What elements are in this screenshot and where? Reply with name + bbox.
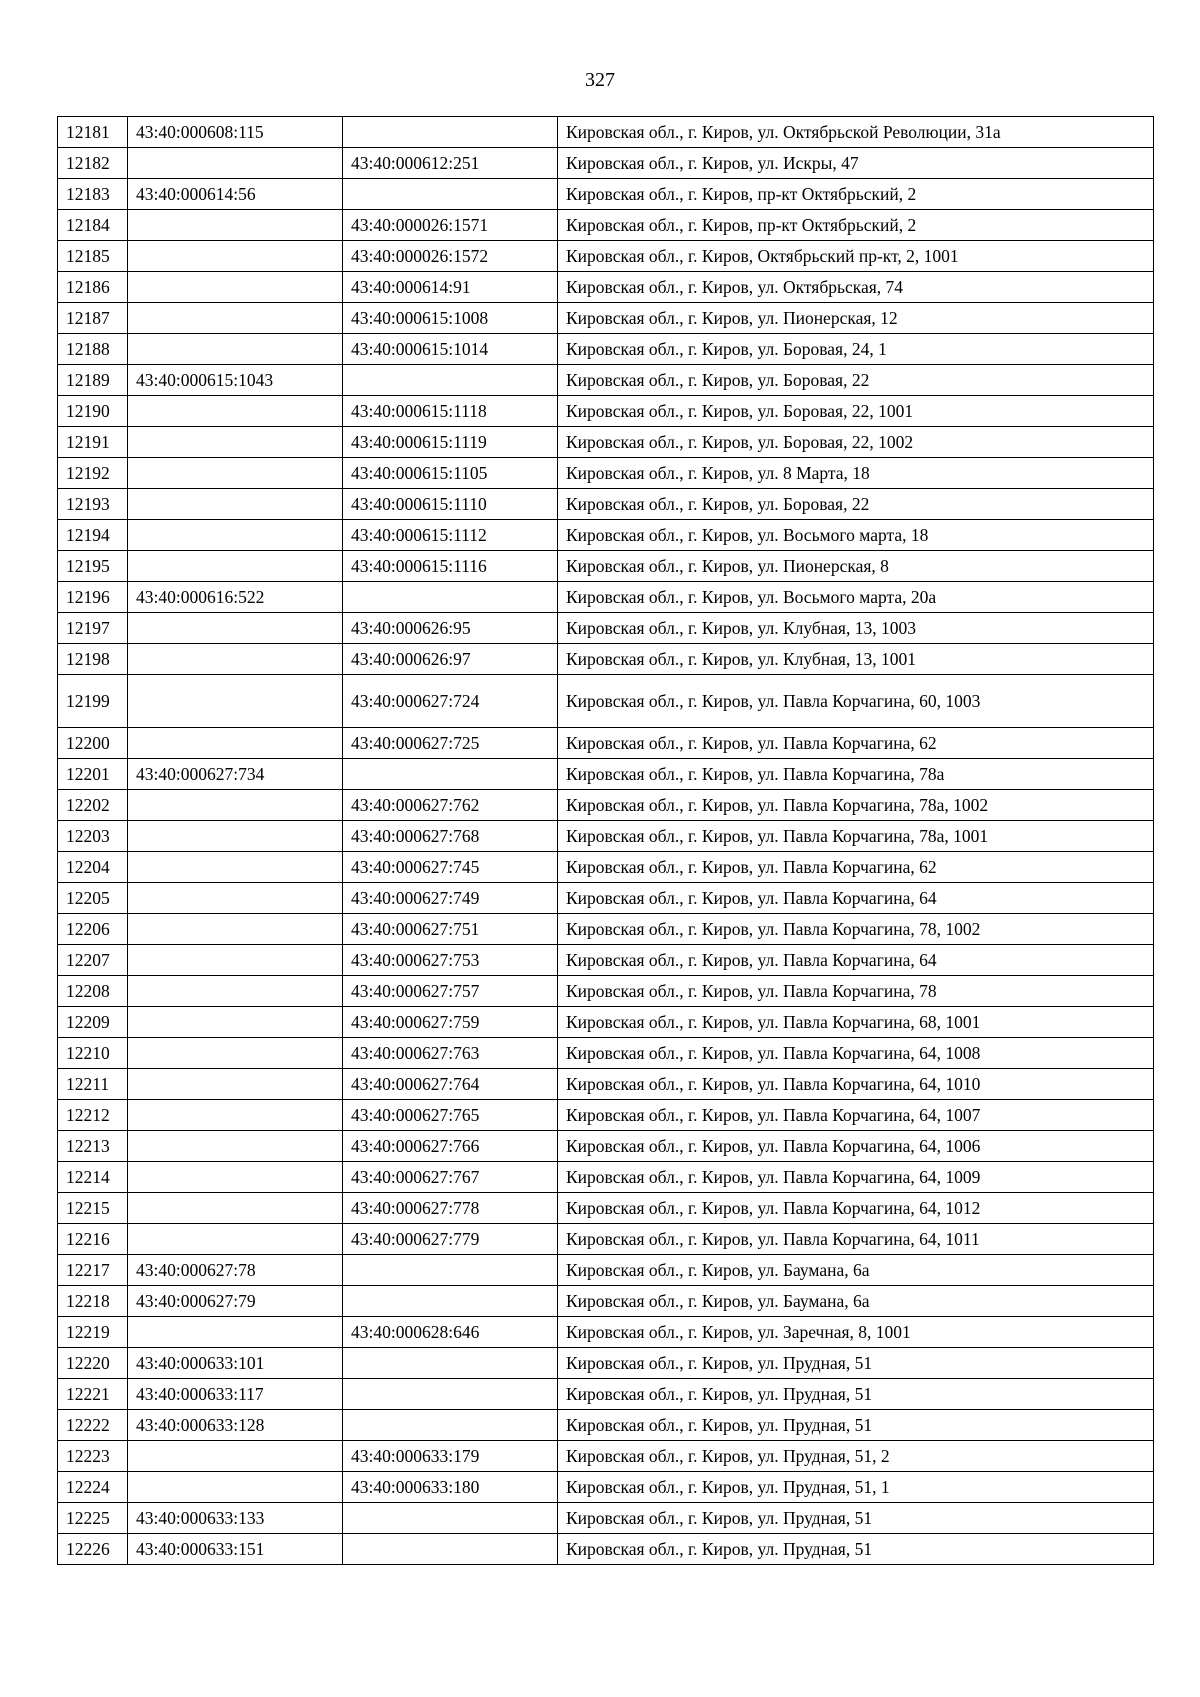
address-cell: Кировская обл., г. Киров, ул. Павла Корчагина, 64 [558, 945, 1154, 976]
cadastral-number-a-cell: 43:40:000633:128 [128, 1410, 343, 1441]
table-row [58, 1007, 1154, 1038]
row-number-cell: 12220 [58, 1348, 128, 1379]
cadastral-number-b-cell [343, 759, 558, 790]
cadastral-number-b-cell: 43:40:000615:1105 [343, 458, 558, 489]
address-cell: Кировская обл., г. Киров, ул. Баумана, 6а [558, 1255, 1154, 1286]
cadastral-number-a-cell [128, 210, 343, 241]
row-number-cell: 12208 [58, 976, 128, 1007]
table-row [58, 821, 1154, 852]
cadastral-number-b-cell: 43:40:000627:759 [343, 1007, 558, 1038]
row-number-cell: 12218 [58, 1286, 128, 1317]
table-row [58, 334, 1154, 365]
cadastral-number-b-cell [343, 365, 558, 396]
row-number-cell: 12221 [58, 1379, 128, 1410]
cadastral-number-a-cell [128, 1441, 343, 1472]
address-cell: Кировская обл., г. Киров, ул. Прудная, 51 [558, 1348, 1154, 1379]
row-number-cell: 12213 [58, 1131, 128, 1162]
cadastral-number-b-cell [343, 179, 558, 210]
row-number-cell: 12191 [58, 427, 128, 458]
row-number-cell: 12215 [58, 1193, 128, 1224]
table-row [58, 365, 1154, 396]
row-number-cell: 12222 [58, 1410, 128, 1441]
cadastral-number-a-cell [128, 427, 343, 458]
cadastral-number-a-cell: 43:40:000627:79 [128, 1286, 343, 1317]
table-row [58, 1255, 1154, 1286]
address-cell: Кировская обл., г. Киров, ул. Восьмого марта, 20а [558, 582, 1154, 613]
table-row [58, 210, 1154, 241]
cadastral-number-b-cell: 43:40:000615:1116 [343, 551, 558, 582]
cadastral-number-b-cell [343, 1410, 558, 1441]
cadastral-number-a-cell: 43:40:000627:78 [128, 1255, 343, 1286]
cadastral-number-b-cell: 43:40:000633:180 [343, 1472, 558, 1503]
row-number-cell: 12201 [58, 759, 128, 790]
address-cell: Кировская обл., г. Киров, ул. Прудная, 51 [558, 1534, 1154, 1565]
row-number-cell: 12219 [58, 1317, 128, 1348]
cadastral-number-a-cell [128, 1038, 343, 1069]
cadastral-number-a-cell [128, 148, 343, 179]
cadastral-number-a-cell: 43:40:000633:101 [128, 1348, 343, 1379]
cadastral-number-a-cell [128, 945, 343, 976]
address-cell: Кировская обл., г. Киров, ул. Прудная, 51, 1 [558, 1472, 1154, 1503]
address-cell: Кировская обл., г. Киров, пр-кт Октябрьский, 2 [558, 179, 1154, 210]
cadastral-number-a-cell [128, 489, 343, 520]
address-cell: Кировская обл., г. Киров, ул. Восьмого марта, 18 [558, 520, 1154, 551]
table-row [58, 427, 1154, 458]
address-cell: Кировская обл., г. Киров, ул. Октябрьская, 74 [558, 272, 1154, 303]
cadastral-number-b-cell: 43:40:000026:1572 [343, 241, 558, 272]
cadastral-number-b-cell: 43:40:000627:768 [343, 821, 558, 852]
address-cell: Кировская обл., г. Киров, ул. Боровая, 22, 1002 [558, 427, 1154, 458]
table-row [58, 728, 1154, 759]
cadastral-number-b-cell [343, 1534, 558, 1565]
address-cell: Кировская обл., г. Киров, ул. Павла Корчагина, 64 [558, 883, 1154, 914]
table-row [58, 790, 1154, 821]
table-row [58, 179, 1154, 210]
cadastral-number-a-cell [128, 1472, 343, 1503]
cadastral-number-a-cell [128, 334, 343, 365]
cadastral-number-b-cell: 43:40:000627:778 [343, 1193, 558, 1224]
row-number-cell: 12195 [58, 551, 128, 582]
address-cell: Кировская обл., г. Киров, ул. Пионерская, 8 [558, 551, 1154, 582]
cadastral-number-b-cell: 43:40:000615:1119 [343, 427, 558, 458]
address-cell: Кировская обл., г. Киров, ул. Павла Корчагина, 64, 1011 [558, 1224, 1154, 1255]
row-number-cell: 12207 [58, 945, 128, 976]
row-number-cell: 12217 [58, 1255, 128, 1286]
cadastral-number-a-cell [128, 1317, 343, 1348]
cadastral-number-b-cell [343, 1255, 558, 1286]
cadastral-number-a-cell: 43:40:000633:151 [128, 1534, 343, 1565]
address-cell: Кировская обл., г. Киров, ул. Павла Корчагина, 64, 1006 [558, 1131, 1154, 1162]
cadastral-number-a-cell: 43:40:000633:117 [128, 1379, 343, 1410]
address-cell: Кировская обл., г. Киров, ул. Павла Корчагина, 78а, 1002 [558, 790, 1154, 821]
cadastral-number-b-cell: 43:40:000627:763 [343, 1038, 558, 1069]
row-number-cell: 12211 [58, 1069, 128, 1100]
table-row [58, 852, 1154, 883]
address-cell: Кировская обл., г. Киров, ул. Павла Корчагина, 78а [558, 759, 1154, 790]
row-number-cell: 12205 [58, 883, 128, 914]
address-cell: Кировская обл., г. Киров, ул. Прудная, 51, 2 [558, 1441, 1154, 1472]
table-row [58, 458, 1154, 489]
cadastral-number-b-cell: 43:40:000626:95 [343, 613, 558, 644]
row-number-cell: 12182 [58, 148, 128, 179]
table-row [58, 1503, 1154, 1534]
row-number-cell: 12223 [58, 1441, 128, 1472]
cadastral-number-a-cell: 43:40:000614:56 [128, 179, 343, 210]
row-number-cell: 12196 [58, 582, 128, 613]
cadastral-number-b-cell [343, 1348, 558, 1379]
row-number-cell: 12188 [58, 334, 128, 365]
cadastral-number-a-cell [128, 1069, 343, 1100]
table-row [58, 644, 1154, 675]
cadastral-number-b-cell: 43:40:000633:179 [343, 1441, 558, 1472]
table-row [58, 241, 1154, 272]
address-cell: Кировская обл., г. Киров, ул. Прудная, 51 [558, 1503, 1154, 1534]
page-number: 327 [585, 69, 615, 91]
cadastral-number-b-cell: 43:40:000627:779 [343, 1224, 558, 1255]
cadastral-number-a-cell [128, 1100, 343, 1131]
cadastral-number-a-cell [128, 396, 343, 427]
cadastral-number-a-cell [128, 728, 343, 759]
row-number-cell: 12190 [58, 396, 128, 427]
row-number-cell: 12212 [58, 1100, 128, 1131]
cadastral-number-b-cell: 43:40:000627:765 [343, 1100, 558, 1131]
table-row [58, 1193, 1154, 1224]
cadastral-number-b-cell: 43:40:000627:766 [343, 1131, 558, 1162]
cadastral-number-a-cell: 43:40:000627:734 [128, 759, 343, 790]
table-row [58, 489, 1154, 520]
address-cell: Кировская обл., г. Киров, ул. Павла Корчагина, 64, 1012 [558, 1193, 1154, 1224]
row-number-cell: 12216 [58, 1224, 128, 1255]
cadastral-number-b-cell: 43:40:000627:767 [343, 1162, 558, 1193]
cadastral-number-a-cell [128, 1193, 343, 1224]
table-row [58, 303, 1154, 334]
cadastral-number-b-cell: 43:40:000627:724 [343, 675, 558, 728]
address-cell: Кировская обл., г. Киров, ул. Павла Корчагина, 60, 1003 [558, 675, 1154, 728]
registry-table-body [58, 117, 1154, 1565]
address-cell: Кировская обл., г. Киров, пр-кт Октябрьский, 2 [558, 210, 1154, 241]
cadastral-number-b-cell: 43:40:000615:1110 [343, 489, 558, 520]
address-cell: Кировская обл., г. Киров, ул. Клубная, 13, 1003 [558, 613, 1154, 644]
cadastral-number-b-cell [343, 117, 558, 148]
cadastral-number-a-cell [128, 303, 343, 334]
cadastral-number-b-cell: 43:40:000627:751 [343, 914, 558, 945]
row-number-cell: 12186 [58, 272, 128, 303]
table-row [58, 272, 1154, 303]
cadastral-number-b-cell: 43:40:000615:1112 [343, 520, 558, 551]
table-row [58, 1379, 1154, 1410]
address-cell: Кировская обл., г. Киров, ул. Прудная, 51 [558, 1410, 1154, 1441]
row-number-cell: 12198 [58, 644, 128, 675]
cadastral-number-a-cell [128, 790, 343, 821]
cadastral-number-a-cell [128, 272, 343, 303]
cadastral-number-a-cell [128, 852, 343, 883]
row-number-cell: 12197 [58, 613, 128, 644]
address-cell: Кировская обл., г. Киров, ул. Павла Корчагина, 78 [558, 976, 1154, 1007]
cadastral-number-b-cell: 43:40:000627:753 [343, 945, 558, 976]
address-cell: Кировская обл., г. Киров, ул. Боровая, 22, 1001 [558, 396, 1154, 427]
row-number-cell: 12203 [58, 821, 128, 852]
table-row [58, 148, 1154, 179]
cadastral-number-b-cell: 43:40:000627:745 [343, 852, 558, 883]
cadastral-number-b-cell: 43:40:000627:725 [343, 728, 558, 759]
address-cell: Кировская обл., г. Киров, ул. Октябрьской Революции, 31а [558, 117, 1154, 148]
cadastral-number-a-cell [128, 1224, 343, 1255]
table-row [58, 976, 1154, 1007]
table-row [58, 1224, 1154, 1255]
row-number-cell: 12204 [58, 852, 128, 883]
table-row [58, 396, 1154, 427]
address-cell: Кировская обл., г. Киров, ул. Пионерская, 12 [558, 303, 1154, 334]
table-row [58, 1100, 1154, 1131]
row-number-cell: 12194 [58, 520, 128, 551]
cadastral-number-b-cell: 43:40:000615:1014 [343, 334, 558, 365]
cadastral-number-a-cell: 43:40:000616:522 [128, 582, 343, 613]
registry-table [57, 116, 1154, 1565]
address-cell: Кировская обл., г. Киров, ул. Павла Корчагина, 64, 1008 [558, 1038, 1154, 1069]
cadastral-number-b-cell [343, 1286, 558, 1317]
address-cell: Кировская обл., г. Киров, ул. Боровая, 22 [558, 489, 1154, 520]
row-number-cell: 12209 [58, 1007, 128, 1038]
address-cell: Кировская обл., г. Киров, ул. Заречная, 8, 1001 [558, 1317, 1154, 1348]
cadastral-number-a-cell [128, 520, 343, 551]
cadastral-number-b-cell: 43:40:000627:764 [343, 1069, 558, 1100]
address-cell: Кировская обл., г. Киров, ул. Павла Корчагина, 62 [558, 728, 1154, 759]
cadastral-number-b-cell: 43:40:000627:749 [343, 883, 558, 914]
address-cell: Кировская обл., г. Киров, ул. Павла Корчагина, 78а, 1001 [558, 821, 1154, 852]
row-number-cell: 12200 [58, 728, 128, 759]
cadastral-number-a-cell [128, 1162, 343, 1193]
cadastral-number-a-cell [128, 675, 343, 728]
table-row [58, 520, 1154, 551]
row-number-cell: 12183 [58, 179, 128, 210]
row-number-cell: 12202 [58, 790, 128, 821]
cadastral-number-b-cell: 43:40:000627:762 [343, 790, 558, 821]
cadastral-number-b-cell: 43:40:000628:646 [343, 1317, 558, 1348]
address-cell: Кировская обл., г. Киров, ул. Павла Корчагина, 64, 1007 [558, 1100, 1154, 1131]
table-row [58, 883, 1154, 914]
address-cell: Кировская обл., г. Киров, ул. Боровая, 22 [558, 365, 1154, 396]
cadastral-number-a-cell [128, 1007, 343, 1038]
table-row [58, 1286, 1154, 1317]
address-cell: Кировская обл., г. Киров, ул. Павла Корчагина, 64, 1010 [558, 1069, 1154, 1100]
table-row [58, 1038, 1154, 1069]
row-number-cell: 12192 [58, 458, 128, 489]
address-cell: Кировская обл., г. Киров, ул. Прудная, 51 [558, 1379, 1154, 1410]
table-row [58, 1410, 1154, 1441]
row-number-cell: 12225 [58, 1503, 128, 1534]
cadastral-number-a-cell [128, 1131, 343, 1162]
row-number-cell: 12210 [58, 1038, 128, 1069]
row-number-cell: 12184 [58, 210, 128, 241]
address-cell: Кировская обл., г. Киров, ул. Боровая, 24, 1 [558, 334, 1154, 365]
row-number-cell: 12189 [58, 365, 128, 396]
row-number-cell: 12185 [58, 241, 128, 272]
row-number-cell: 12181 [58, 117, 128, 148]
row-number-cell: 12187 [58, 303, 128, 334]
table-row [58, 613, 1154, 644]
table-row [58, 945, 1154, 976]
address-cell: Кировская обл., г. Киров, ул. Искры, 47 [558, 148, 1154, 179]
row-number-cell: 12206 [58, 914, 128, 945]
cadastral-number-b-cell: 43:40:000614:91 [343, 272, 558, 303]
address-cell: Кировская обл., г. Киров, ул. Клубная, 13, 1001 [558, 644, 1154, 675]
cadastral-number-a-cell [128, 241, 343, 272]
table-row [58, 1162, 1154, 1193]
cadastral-number-a-cell: 43:40:000615:1043 [128, 365, 343, 396]
cadastral-number-b-cell: 43:40:000627:757 [343, 976, 558, 1007]
cadastral-number-a-cell [128, 644, 343, 675]
cadastral-number-a-cell: 43:40:000633:133 [128, 1503, 343, 1534]
table-row [58, 582, 1154, 613]
cadastral-number-a-cell [128, 613, 343, 644]
cadastral-number-a-cell [128, 883, 343, 914]
table-row [58, 914, 1154, 945]
table-row [58, 1348, 1154, 1379]
address-cell: Кировская обл., г. Киров, ул. 8 Марта, 18 [558, 458, 1154, 489]
table-row [58, 675, 1154, 728]
row-number-cell: 12224 [58, 1472, 128, 1503]
cadastral-number-b-cell: 43:40:000626:97 [343, 644, 558, 675]
cadastral-number-a-cell [128, 821, 343, 852]
cadastral-number-b-cell: 43:40:000615:1008 [343, 303, 558, 334]
table-row [58, 1069, 1154, 1100]
address-cell: Кировская обл., г. Киров, ул. Павла Корчагина, 78, 1002 [558, 914, 1154, 945]
address-cell: Кировская обл., г. Киров, ул. Павла Корчагина, 68, 1001 [558, 1007, 1154, 1038]
cadastral-number-b-cell: 43:40:000612:251 [343, 148, 558, 179]
cadastral-number-b-cell [343, 1379, 558, 1410]
address-cell: Кировская обл., г. Киров, ул. Павла Корчагина, 62 [558, 852, 1154, 883]
table-row [58, 759, 1154, 790]
cadastral-number-b-cell: 43:40:000026:1571 [343, 210, 558, 241]
table-row [58, 1441, 1154, 1472]
table-row [58, 1131, 1154, 1162]
table-row [58, 1534, 1154, 1565]
cadastral-number-a-cell [128, 976, 343, 1007]
row-number-cell: 12214 [58, 1162, 128, 1193]
address-cell: Кировская обл., г. Киров, Октябрьский пр-кт, 2, 1001 [558, 241, 1154, 272]
row-number-cell: 12226 [58, 1534, 128, 1565]
table-row [58, 1317, 1154, 1348]
cadastral-number-a-cell [128, 551, 343, 582]
cadastral-number-a-cell [128, 458, 343, 489]
row-number-cell: 12199 [58, 675, 128, 728]
cadastral-number-a-cell: 43:40:000608:115 [128, 117, 343, 148]
cadastral-number-b-cell: 43:40:000615:1118 [343, 396, 558, 427]
table-row [58, 1472, 1154, 1503]
table-row [58, 551, 1154, 582]
cadastral-number-b-cell [343, 1503, 558, 1534]
table-row [58, 117, 1154, 148]
row-number-cell: 12193 [58, 489, 128, 520]
address-cell: Кировская обл., г. Киров, ул. Павла Корчагина, 64, 1009 [558, 1162, 1154, 1193]
cadastral-number-a-cell [128, 914, 343, 945]
cadastral-number-b-cell [343, 582, 558, 613]
address-cell: Кировская обл., г. Киров, ул. Баумана, 6а [558, 1286, 1154, 1317]
